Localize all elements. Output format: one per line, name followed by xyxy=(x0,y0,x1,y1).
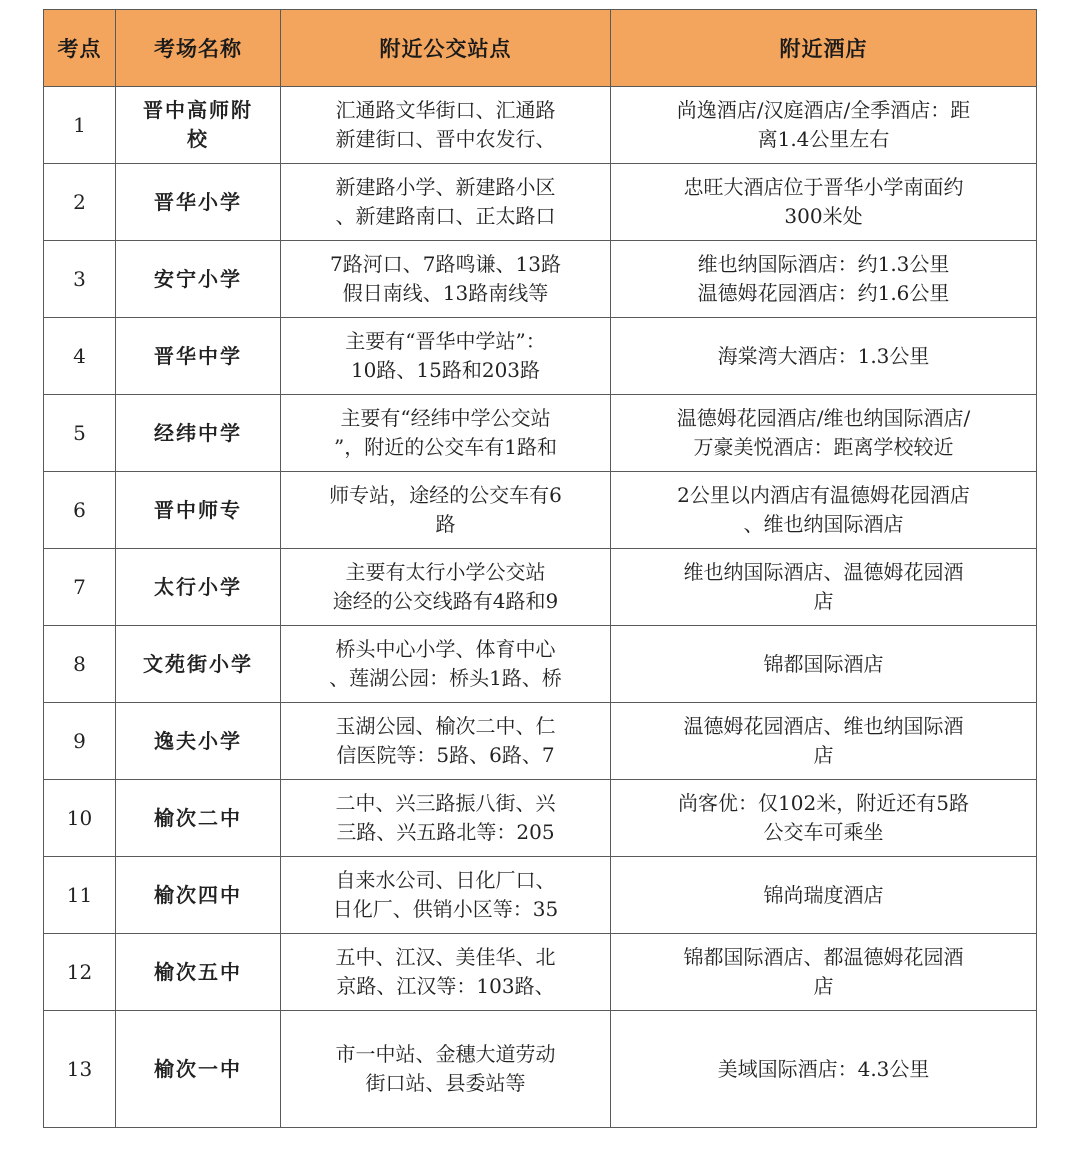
bus-stops-line: 、新建路南口、正太路口 xyxy=(335,204,556,228)
hotels-cell xyxy=(611,703,1037,780)
table-body xyxy=(44,87,1037,1128)
bus-stops-line: 、莲湖公园：桥头1路、桥 xyxy=(329,666,562,690)
exam-point-number: 7 xyxy=(44,549,116,626)
header-nearby-hotels: 附近酒店 xyxy=(611,10,1037,87)
table-row xyxy=(44,241,1037,318)
hotels-cell xyxy=(611,780,1037,857)
venue-name-line: 榆次二中 xyxy=(154,805,242,830)
hotels-line: 公交车可乘坐 xyxy=(763,820,884,844)
bus-stops-line: 主要有“晋华中学站”： xyxy=(345,329,546,353)
bus-stops-cell xyxy=(281,1011,611,1128)
table-row xyxy=(44,857,1037,934)
exam-point-number: 11 xyxy=(44,857,116,934)
hotels-line: 店 xyxy=(813,743,834,767)
bus-stops-line: 市一中站、金穗大道劳动 xyxy=(335,1042,556,1066)
bus-stops-line: 日化厂、供销小区等：35 xyxy=(332,897,559,921)
venue-name-line: 经纬中学 xyxy=(154,420,242,445)
hotels-line: 温德姆花园酒店/维也纳国际酒店/ xyxy=(676,406,971,430)
bus-stops-line: 主要有太行小学公交站 xyxy=(345,560,546,584)
exam-point-number: 5 xyxy=(44,395,116,472)
table-row xyxy=(44,934,1037,1011)
hotels-line: 万豪美悦酒店：距离学校较近 xyxy=(693,435,954,459)
hotels-line: 离1.4公里左右 xyxy=(757,127,890,151)
venue-name-cell xyxy=(116,780,281,857)
header-venue-name: 考场名称 xyxy=(116,10,281,87)
venue-name-cell xyxy=(116,549,281,626)
venue-name-cell xyxy=(116,87,281,164)
hotels-cell xyxy=(611,549,1037,626)
venue-name-line: 榆次一中 xyxy=(154,1056,242,1081)
exam-point-number: 3 xyxy=(44,241,116,318)
hotels-line: 尚逸酒店/汉庭酒店/全季酒店：距 xyxy=(676,98,971,122)
hotels-cell xyxy=(611,934,1037,1011)
hotels-cell xyxy=(611,395,1037,472)
hotels-cell xyxy=(611,857,1037,934)
bus-stops-line: 师专站，途经的公交车有6 xyxy=(329,483,562,507)
bus-stops-line: 汇通路文华街口、汇通路 xyxy=(335,98,556,122)
venue-name-line: 榆次五中 xyxy=(154,959,242,984)
bus-stops-line: 主要有“经纬中学公交站 xyxy=(340,406,551,430)
table-row xyxy=(44,87,1037,164)
bus-stops-line: 玉湖公园、榆次二中、仁 xyxy=(335,714,556,738)
table-row xyxy=(44,626,1037,703)
hotels-line: 美域国际酒店：4.3公里 xyxy=(717,1056,930,1081)
venue-name-line: 文苑街小学 xyxy=(143,651,253,676)
venue-name-cell xyxy=(116,318,281,395)
table-row xyxy=(44,318,1037,395)
venue-name-line: 校 xyxy=(187,127,209,151)
exam-point-number: 2 xyxy=(44,164,116,241)
table-row xyxy=(44,164,1037,241)
exam-point-number: 6 xyxy=(44,472,116,549)
venue-name-cell xyxy=(116,1011,281,1128)
exam-point-number: 4 xyxy=(44,318,116,395)
hotels-line: 2公里以内酒店有温德姆花园酒店 xyxy=(677,483,970,507)
venue-name-line: 安宁小学 xyxy=(154,266,242,291)
exam-point-number: 12 xyxy=(44,934,116,1011)
bus-stops-cell xyxy=(281,703,611,780)
bus-stops-line: 途经的公交线路有4路和9 xyxy=(332,589,559,613)
hotels-line: 尚客优：仅102米，附近还有5路 xyxy=(678,791,969,815)
hotels-cell xyxy=(611,1011,1037,1128)
hotels-line: 店 xyxy=(813,589,834,613)
bus-stops-cell xyxy=(281,87,611,164)
bus-stops-cell xyxy=(281,780,611,857)
venue-name-cell xyxy=(116,472,281,549)
venue-name-cell xyxy=(116,395,281,472)
venue-name-line: 晋中师专 xyxy=(154,497,242,522)
table-row xyxy=(44,395,1037,472)
bus-stops-cell xyxy=(281,241,611,318)
bus-stops-line: 二中、兴三路振八街、兴 xyxy=(335,791,556,815)
hotels-line: 忠旺大酒店位于晋华小学南面约 xyxy=(683,175,964,199)
bus-stops-line: 自来水公司、日化厂口、 xyxy=(335,868,556,892)
bus-stops-line: 京路、江汉等：103路、 xyxy=(336,974,555,998)
hotels-line: 店 xyxy=(813,974,834,998)
hotels-line: 锦尚瑞度酒店 xyxy=(763,882,884,907)
bus-stops-line: 10路、15路和203路 xyxy=(350,358,541,382)
venue-name-line: 晋华中学 xyxy=(154,343,242,368)
table-row xyxy=(44,780,1037,857)
hotels-line: 锦都国际酒店、都温德姆花园酒 xyxy=(683,945,964,969)
venue-name-cell xyxy=(116,703,281,780)
exam-point-number: 13 xyxy=(44,1011,116,1128)
bus-stops-cell xyxy=(281,934,611,1011)
hotels-line: 锦都国际酒店 xyxy=(763,651,884,676)
hotels-line: 维也纳国际酒店、温德姆花园酒 xyxy=(683,560,964,584)
venue-name-line: 太行小学 xyxy=(154,574,242,599)
bus-stops-cell xyxy=(281,472,611,549)
venue-name-line: 晋中高师附 xyxy=(143,98,253,122)
hotels-line: 海棠湾大酒店：1.3公里 xyxy=(717,343,930,368)
exam-point-number: 1 xyxy=(44,87,116,164)
bus-stops-line: 7路河口、7路鸣谦、13路 xyxy=(330,252,561,276)
bus-stops-cell xyxy=(281,549,611,626)
exam-point-number: 8 xyxy=(44,626,116,703)
table-row xyxy=(44,703,1037,780)
bus-stops-line: 新建路小学、新建路小区 xyxy=(335,175,556,199)
bus-stops-line: 新建街口、晋中农发行、 xyxy=(335,127,556,151)
header-nearby-bus-stops: 附近公交站点 xyxy=(281,10,611,87)
bus-stops-line: 假日南线、13路南线等 xyxy=(342,281,549,305)
venue-name-cell xyxy=(116,241,281,318)
bus-stops-line: 街口站、县委站等 xyxy=(365,1071,526,1095)
venue-name-cell xyxy=(116,857,281,934)
header-exam-point: 考点 xyxy=(44,10,116,87)
exam-point-number: 10 xyxy=(44,780,116,857)
bus-stops-cell xyxy=(281,318,611,395)
hotels-line: 温德姆花园酒店、维也纳国际酒 xyxy=(683,714,964,738)
bus-stops-cell xyxy=(281,857,611,934)
hotels-line: 维也纳国际酒店：约1.3公里 xyxy=(697,252,950,276)
venue-name-line: 晋华小学 xyxy=(154,189,242,214)
table-row xyxy=(44,1011,1037,1128)
hotels-line: 温德姆花园酒店：约1.6公里 xyxy=(697,281,950,305)
bus-stops-cell xyxy=(281,164,611,241)
bus-stops-line: 信医院等：5路、6路、7 xyxy=(336,743,555,767)
bus-stops-line: 三路、兴五路北等：205 xyxy=(336,820,555,844)
bus-stops-line: 五中、江汉、美佳华、北 xyxy=(335,945,556,969)
bus-stops-line: 桥头中心小学、体育中心 xyxy=(335,637,556,661)
hotels-cell xyxy=(611,87,1037,164)
table-header-row xyxy=(44,10,1037,87)
hotels-cell xyxy=(611,318,1037,395)
bus-stops-cell xyxy=(281,626,611,703)
bus-stops-line: ”，附近的公交车有1路和 xyxy=(334,435,557,459)
venue-name-cell xyxy=(116,934,281,1011)
hotels-cell xyxy=(611,472,1037,549)
venue-name-cell xyxy=(116,626,281,703)
hotels-cell xyxy=(611,164,1037,241)
exam-point-number: 9 xyxy=(44,703,116,780)
table-row xyxy=(44,549,1037,626)
hotels-cell xyxy=(611,626,1037,703)
bus-stops-line: 路 xyxy=(435,512,456,536)
bus-stops-cell xyxy=(281,395,611,472)
table-row xyxy=(44,472,1037,549)
venue-name-cell xyxy=(116,164,281,241)
exam-venue-table xyxy=(43,9,1037,1128)
venue-name-line: 逸夫小学 xyxy=(154,728,242,753)
venue-name-line: 榆次四中 xyxy=(154,882,242,907)
hotels-line: 300米处 xyxy=(784,204,863,228)
hotels-cell xyxy=(611,241,1037,318)
hotels-line: 、维也纳国际酒店 xyxy=(743,512,904,536)
